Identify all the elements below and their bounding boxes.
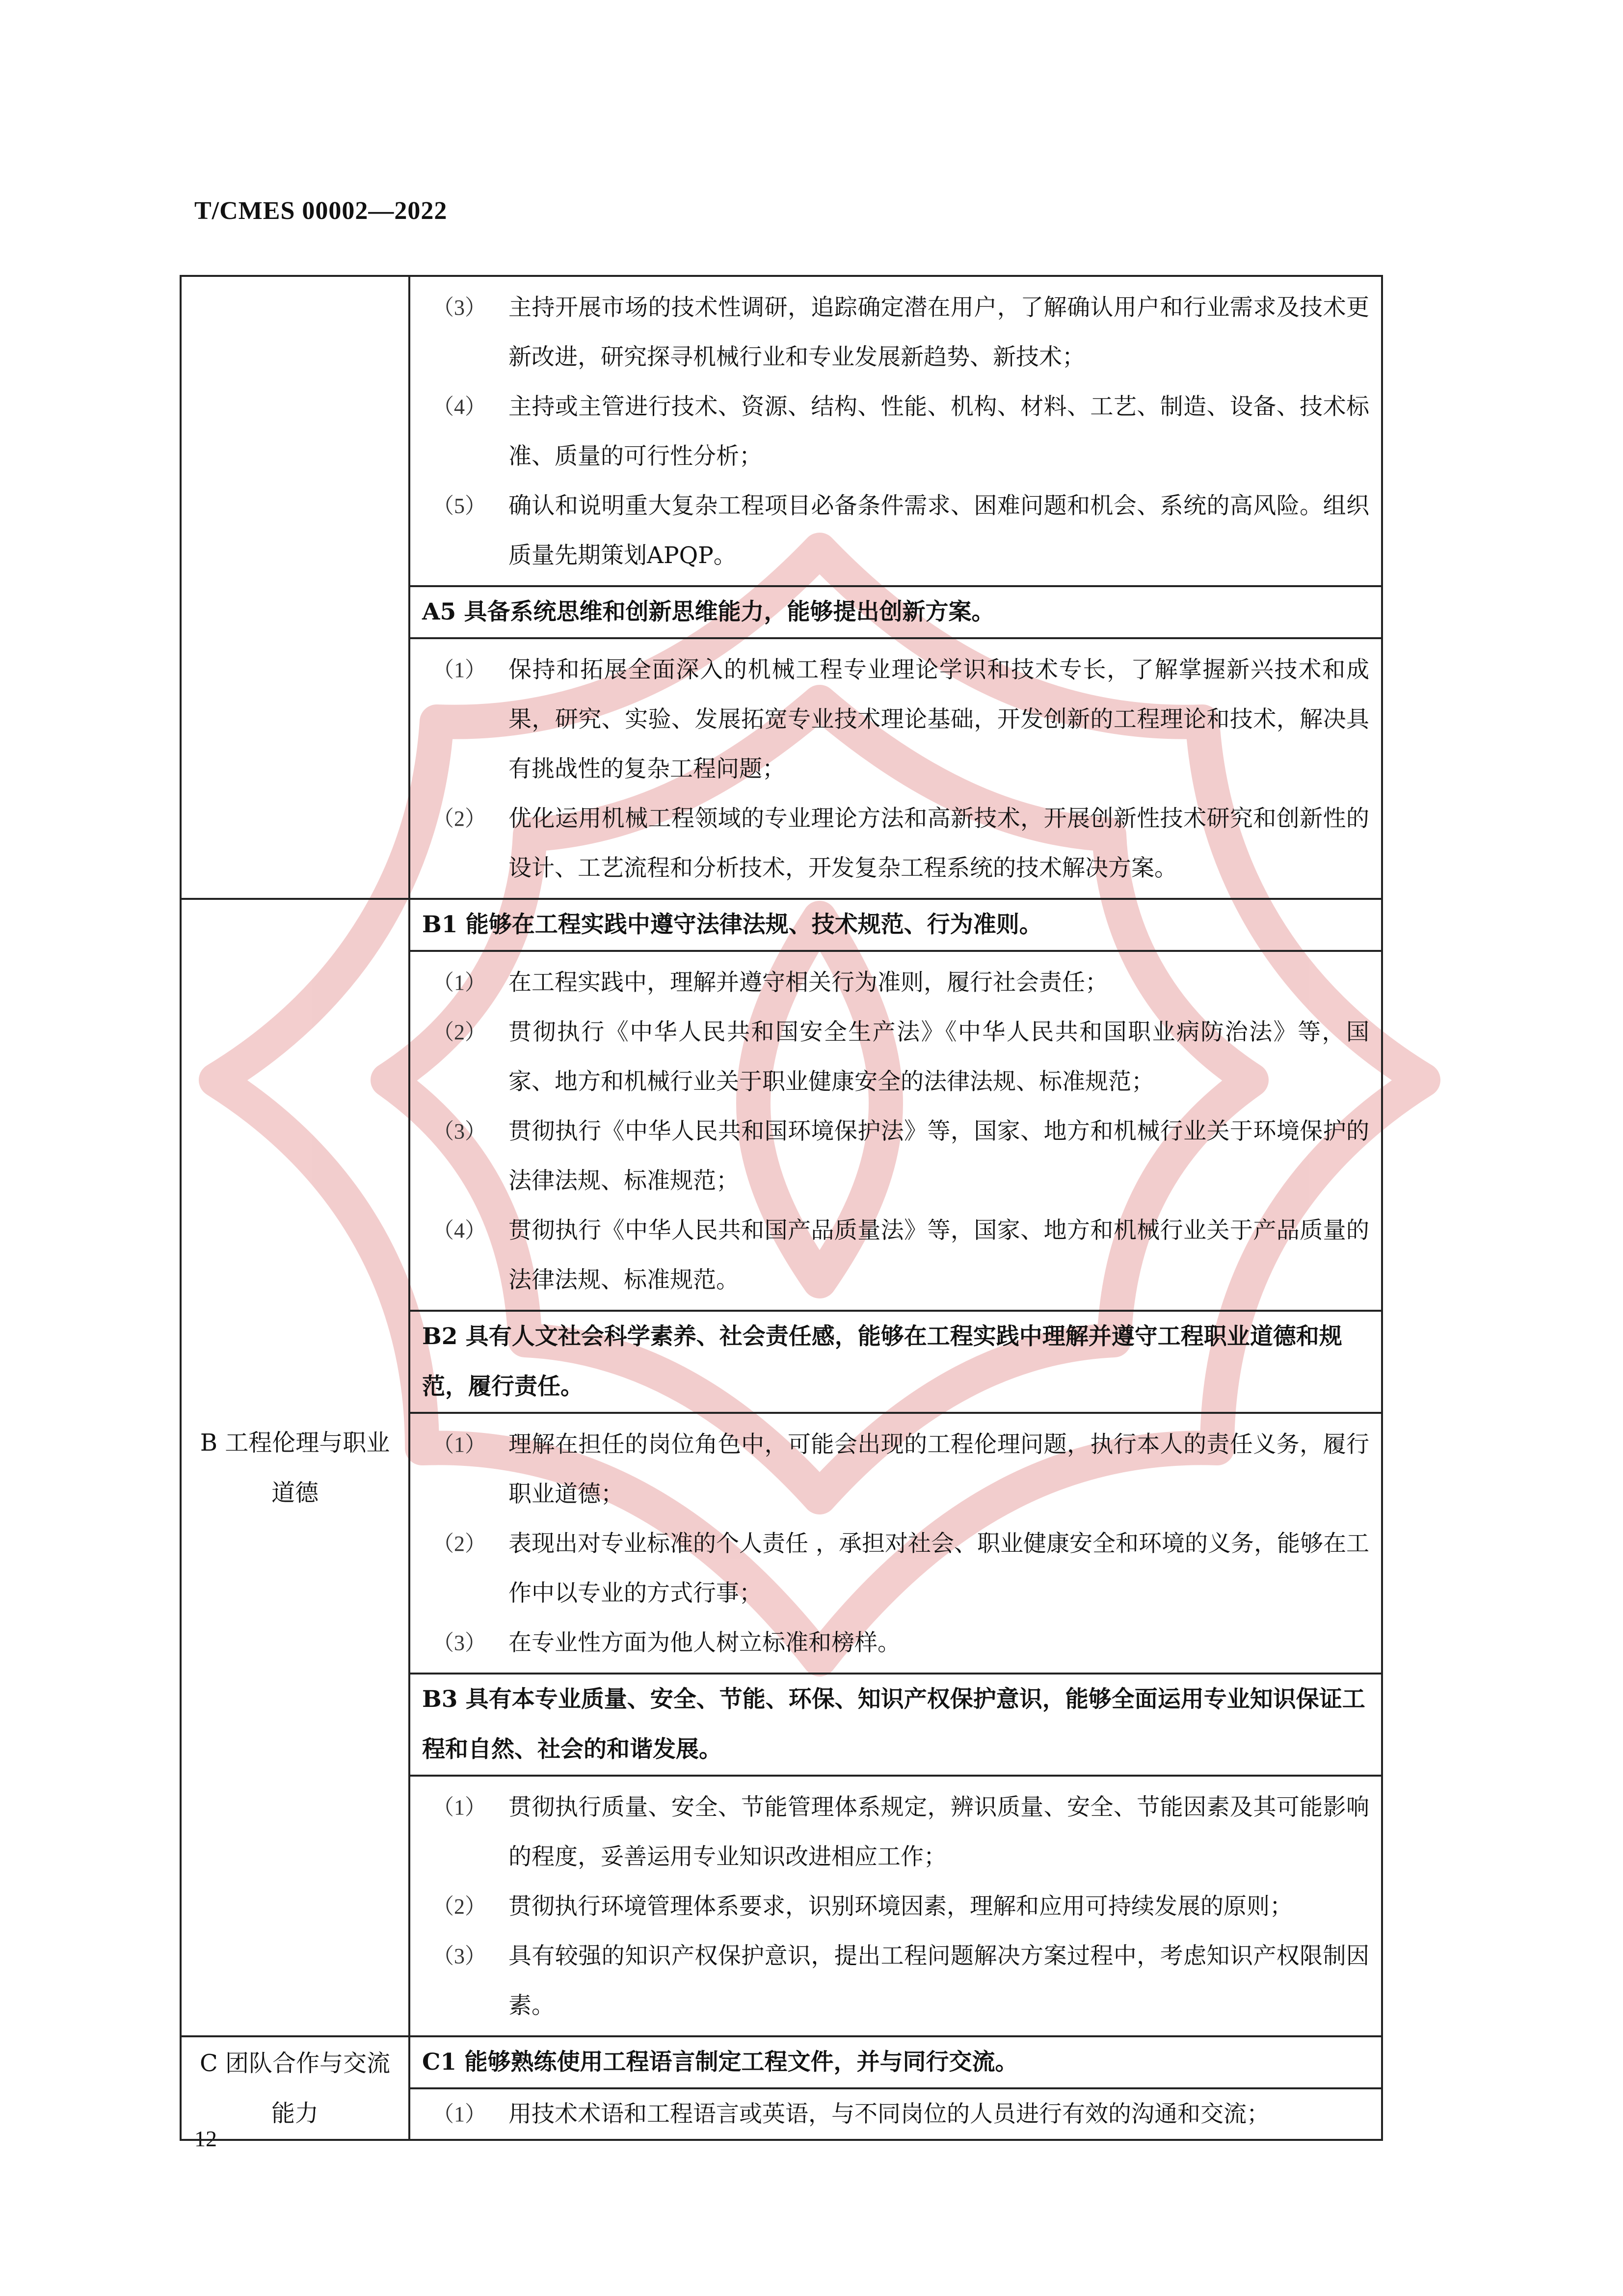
item-text: 贯彻执行《中华人民共和国产品质量法》等，国家、地方和机械行业关于产品质量的法律法规、标准规范。 [508,1217,1369,1294]
item-number: （3） [432,1631,486,1655]
item-text: 用技术术语和工程语言或英语，与不同岗位的人员进行有效的沟通和交流； [508,2101,1270,2128]
items-cell [409,638,1382,899]
item-text: 主持或主管进行技术、资源、结构、性能、机构、材料、工艺、制造、设备、技术标准、质量的可行性分析； [508,393,1369,470]
items-cell [409,276,1382,586]
item-text: 贯彻执行环境管理体系要求，识别环境因素，理解和应用可持续发展的原则； [508,1893,1293,1920]
list-item [410,1618,1376,1668]
list-item [410,1420,1376,1519]
item-text: 保持和拓展全面深入的机械工程专业理论学识和技术专长，了解掌握新兴技术和成果，研究、实验、发展拓宽专业技术理论基础，开发创新的工程理论和技术，解决具有挑战性的复杂工程问题； [508,656,1369,783]
item-number: （1） [432,971,486,995]
item-number: （2） [432,807,486,831]
item-text: 贯彻执行《中华人民共和国安全生产法》《中华人民共和国职业病防治法》等，国家、地方和机械行业关于职业健康安全的法律法规、标准规范； [508,1019,1369,1095]
item-number: （2） [432,1532,486,1556]
competency-heading-b1: B1 能够在工程实践中遵守法律法规、技术规范、行为准则。 [409,899,1382,951]
list-item [410,794,1376,893]
item-text: 表现出对专业标准的个人责任 ，承担对社会、职业健康安全和环境的义务，能够在工作中以专业的方式行事； [508,1530,1369,1607]
category-cell-empty [181,276,409,899]
list-item [410,1206,1376,1305]
list-item [410,1882,1376,1931]
item-number: （2） [432,1894,486,1918]
item-number: （1） [432,1795,486,1819]
list-item [410,1007,1376,1107]
item-number: （3） [432,296,486,320]
category-label: C 团队合作与交流能力 [200,2049,390,2127]
item-text: 在工程实践中，理解并遵守相关行为准则，履行社会责任； [508,969,1108,996]
item-number: （1） [432,658,486,682]
item-text: 理解在担任的岗位角色中，可能会出现的工程伦理问题，执行本人的责任义务，履行职业道德； [508,1431,1369,1508]
item-text: 确认和说明重大复杂工程项目必备条件需求、困难问题和机会、系统的高风险。组织质量先期策划APQP。 [508,492,1369,569]
list-item [410,1107,1376,1206]
item-number: （3） [432,1119,486,1143]
competency-table [180,275,1383,2141]
competency-heading-b2: B2 具有人文社会科学素养、社会责任感，能够在工程实践中理解并遵守工程职业道德和规范，履行责任。 [409,1311,1382,1413]
competency-heading-b3: B3 具有本专业质量、安全、节能、环保、知识产权保护意识，能够全面运用专业知识保证工程和自然、社会的和谐发展。 [409,1674,1382,1776]
list-item [410,645,1376,794]
item-number: （2） [432,1020,486,1044]
list-item [410,1931,1376,2030]
category-label: B 工程伦理与职业道德 [200,1429,390,1507]
list-item [410,2089,1376,2139]
page-number: 12 [194,2126,217,2151]
list-item [410,1519,1376,1618]
items-cell [409,2088,1382,2140]
document-code: T/CMES 00002—2022 [194,197,448,225]
items-cell [409,1413,1382,1674]
competency-heading-a5: A5 具备系统思维和创新思维能力，能够提出创新方案。 [409,586,1382,638]
table-row [181,2036,1382,2088]
item-text: 在专业性方面为他人树立标准和榜样。 [508,1629,901,1656]
item-text: 具有较强的知识产权保护意识，提出工程问题解决方案过程中，考虑知识产权限制因素。 [508,1943,1369,2019]
category-b-cell [181,899,409,2036]
item-text: 贯彻执行《中华人民共和国环境保护法》等，国家、地方和机械行业关于环境保护的法律法规、标准规范； [508,1118,1369,1194]
items-cell [409,1776,1382,2036]
list-item [410,481,1376,580]
list-item [410,958,1376,1007]
list-item [410,382,1376,481]
item-number: （3） [432,1944,486,1968]
item-number: （1） [432,2102,486,2126]
item-text: 主持开展市场的技术性调研，追踪确定潜在用户，了解确认用户和行业需求及技术更新改进，研究探寻机械行业和专业发展新趋势、新技术； [508,294,1369,371]
table-row [181,899,1382,951]
list-item [410,283,1376,382]
items-cell [409,951,1382,1311]
item-number: （4） [432,395,486,419]
item-number: （4） [432,1218,486,1243]
item-text: 优化运用机械工程领域的专业理论方法和高新技术，开展创新性技术研究和创新性的设计、工艺流程和分析技术，开发复杂工程系统的技术解决方案。 [508,805,1369,882]
competency-heading-c1: C1 能够熟练使用工程语言制定工程文件，并与同行交流。 [409,2036,1382,2088]
item-text: 贯彻执行质量、安全、节能管理体系规定，辨识质量、安全、节能因素及其可能影响的程度，妥善运用专业知识改进相应工作； [508,1794,1369,1870]
list-item [410,1783,1376,1882]
item-number: （1） [432,1432,486,1457]
table-row [181,276,1382,586]
item-number: （5） [432,494,486,518]
category-c-cell [181,2036,409,2140]
